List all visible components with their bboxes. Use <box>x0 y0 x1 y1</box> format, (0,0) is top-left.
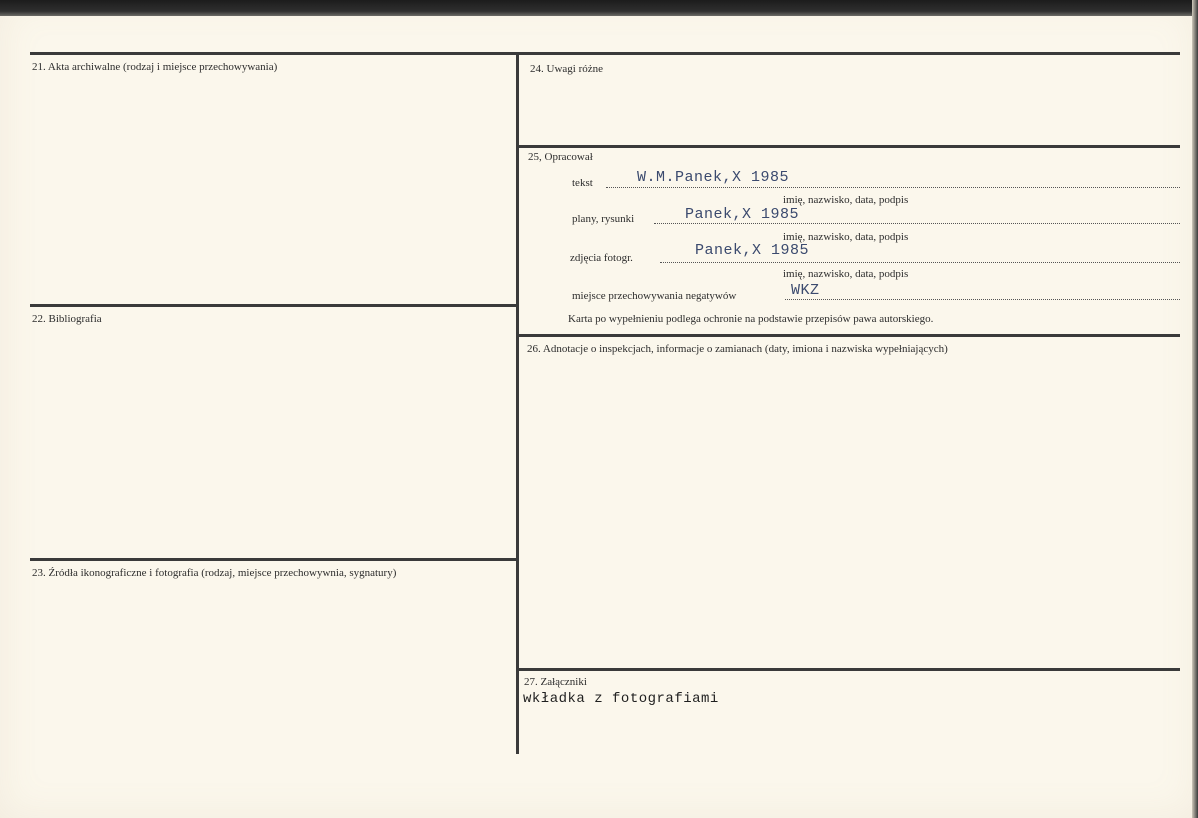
top-rule <box>30 52 1180 55</box>
right-edge-shadow <box>1192 0 1198 818</box>
rule-26-27 <box>517 668 1180 671</box>
copyright-note: Karta po wypełnieniu podlega ochronie na podstawie przepisów pawa autorskiego. <box>568 313 934 325</box>
plans-author-caption: imię, nazwisko, data, podpis <box>783 231 909 243</box>
top-edge-shadow <box>0 0 1198 16</box>
negatives-location-line <box>785 299 1180 300</box>
text-author-label: tekst <box>572 177 593 189</box>
section-27-label: 27. Załączniki <box>524 676 587 688</box>
text-author-value: W.M.Panek,X 1985 <box>637 169 790 186</box>
photos-author-value: Panek,X 1985 <box>695 242 810 259</box>
plans-author-line <box>654 223 1180 224</box>
text-author-caption: imię, nazwisko, data, podpis <box>783 194 909 206</box>
photos-author-line <box>660 262 1180 263</box>
rule-22-23 <box>30 558 517 561</box>
rule-25-26 <box>517 334 1180 337</box>
negatives-location-label: miejsce przechowywania negatywów <box>572 290 737 302</box>
section-25-label: 25, Opracował <box>528 151 593 163</box>
negatives-location-value: WKZ <box>791 282 820 299</box>
rule-21-22 <box>30 304 517 307</box>
section-24-label: 24. Uwagi różne <box>530 63 604 75</box>
section-23-label: 23. Źródła ikonograficzne i fotografia (rodzaj, miejsce przechowywnia, sygnatury) <box>32 567 397 579</box>
rule-24-25 <box>517 145 1180 148</box>
photos-author-caption: imię, nazwisko, data, podpis <box>783 268 909 280</box>
plans-author-label: plany, rysunki <box>572 213 635 225</box>
center-divider <box>516 52 519 754</box>
section-22-label: 22. Bibliografia <box>32 313 102 325</box>
text-author-line <box>606 187 1180 188</box>
section-26-label: 26. Adnotacje o inspekcjach, informacje o zamianach (daty, imiona i nazwiska wypełniających) <box>527 343 948 355</box>
photos-author-label: zdjęcia fotogr. <box>570 252 633 264</box>
plans-author-value: Panek,X 1985 <box>685 206 800 223</box>
attachments-value: wkładka z fotografiami <box>523 691 719 707</box>
section-21-label: 21. Akta archiwalne (rodzaj i miejsce przechowywania) <box>32 61 278 73</box>
